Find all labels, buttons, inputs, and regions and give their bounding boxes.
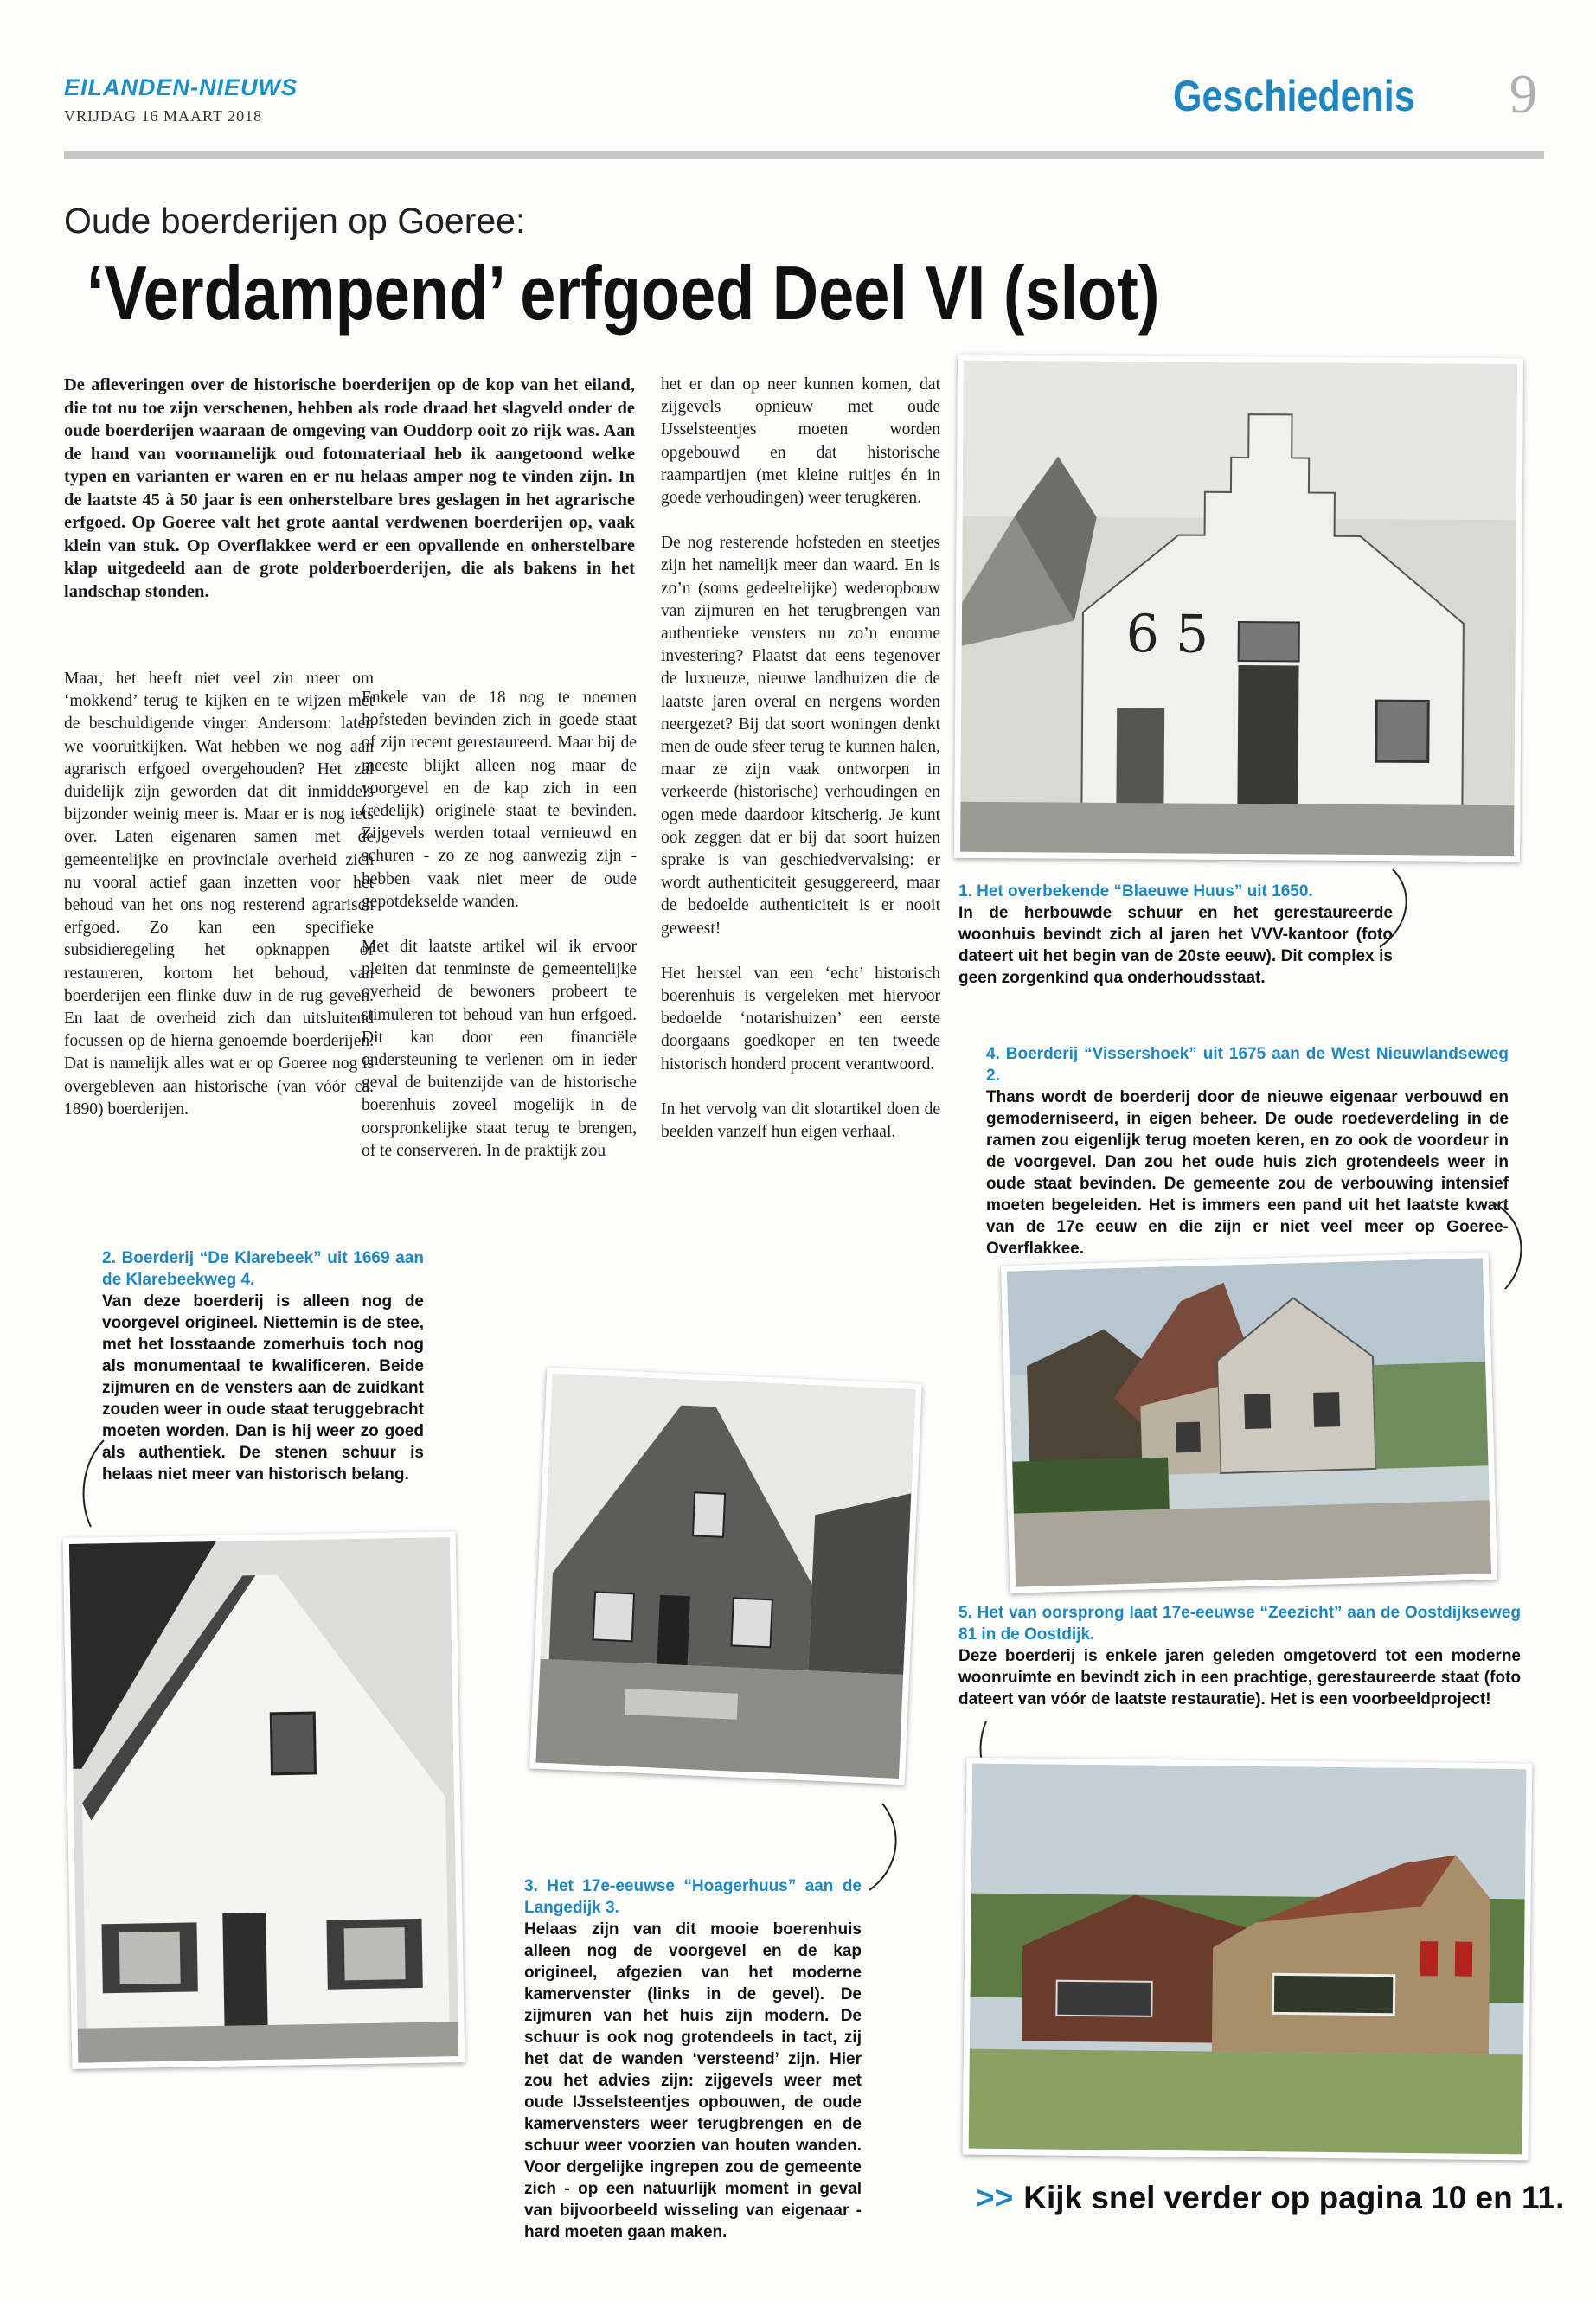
publication-logo: EILANDEN-NIEUWS: [64, 74, 298, 100]
photo-de-klarebeek-image: [69, 1537, 458, 2063]
article-column-1: [64, 668, 374, 1144]
photo-blaeuwe-huus: [954, 355, 1523, 862]
double-chevron-icon: >>: [976, 2180, 1014, 2215]
caption-pointer-curve: [865, 1799, 908, 1894]
photo-zeezicht: [963, 1758, 1533, 2161]
caption-2-title: 2. Boerderij “De Klarebeek” uit 1669 aan de Klarebeekweg 4.: [102, 1249, 424, 1289]
caption-5-title: 5. Het van oorsprong laat 17e-eeuwse “Zeezicht” aan de Oostdijkseweg 81 in de Oostdijk.: [958, 1604, 1521, 1644]
paragraph: het er dan op neer kunnen komen, dat zijgevels opnieuw met oude IJsselsteentjes moeten worden opgebouwd en dat historische raampartijen (met kleine ruitjes én in goede verhoudingen) weer terugkeren.: [661, 375, 940, 508]
paragraph: Maar, het heeft niet veel zin meer om ‘mokkend’ terug te kijken en te wijzen met de beschuldigende vinger. Andersom: laten we vooruitkijken. Wat hebben we nog aan agrarisch erfgoed overgehouden? Het zal duidelijk zijn geworden dat dit inmiddels bijzonder weinig meer is. Maar er is nog iets over. Laten eigenaren samen met de gemeentelijke en provinciale overheid zich nu vooral actief gaan inzetten voor het behoud van het ons nog resterend agrarisch erfgoed. Zo kan een specifieke subsidieregeling het opknappen of restaureren, kortom het behoud, van boerderijen een flinke duw in de rug geven. En laat de overheid zich dan uitsluitend focussen op de hierna genoemde boerderijen. Dat is namelijk alles wat er op Goeree nog is overgebleven aan historische (van vóór ca. 1890) boerderijen.: [64, 670, 374, 1118]
caption-4-title: 4. Boerderij “Vissershoek” uit 1675 aan de West Nieuwlandseweg 2.: [986, 1045, 1509, 1085]
gable-date-anchors: 6 5: [1125, 604, 1209, 665]
caption-4-text: Thans wordt de boerderij door de nieuwe eigenaar verbouwd en gemoderniseerd, in eigen beheer. De oude roedeverdeling in de ramen zou eigenlijk terug moeten keren, en zo ook de voordeur in de voorgevel. Dan zou het oude huis zich grotendeels weer in oude staat bevinden. De gemeente zou de verbouwing intensief moeten begeleiden. Het is immers een pand uit het laatste kwart van de 17e eeuw en die zijn er niet veel meer op Goeree-Overflakkee.: [986, 1088, 1509, 1258]
article-column-3: [661, 374, 940, 1166]
caption-3: [524, 1875, 862, 2243]
photo-hoagerhuus-image: [535, 1374, 915, 1779]
paragraph: De nog resterende hofsteden en steetjes zijn het namelijk meer dan waard. En is zo’n (soms gedeeltelijke) wederopbouw van zijmuren en het terugbrengen van authentieke vensters nu zo’n enorme investering? Plaatst dat eens tegenover de luxueuze, nieuwe landhuizen die de laatste jaren overal en nergens worden neergezet? Bij dat soort woningen denkt men de oude sfeer terug te kunnen halen, maar ze zijn vaak ontworpen in verkeerde (historische) verhoudingen en ogen mede daardoor kitscherig. Je kunt ook zeggen dat er bij dat soort huizen sprake is van geschiedvervalsing: er wordt authenticiteit gesuggereerd, maar de bedoelde authenticiteit is er nooit geweest!: [661, 534, 940, 938]
caption-pointer-curve: [78, 1436, 112, 1531]
paragraph: Met dit laatste artikel wil ik ervoor pleiten dat tenminste de gemeentelijke overheid de bewoners probeert te stimuleren tot behoud van hun erfgoed. Dit kan door een financiële ondersteuning te verlenen om in ieder geval de buitenzijde van de historische boerenhuis zoveel mogelijk in de oorspronkelijke staat terug te brengen, of te conserveren. In de praktijk zou: [362, 938, 637, 1160]
section-title: Geschiedenis: [1173, 72, 1415, 120]
article-headline: ‘Verdampend’ erfgoed Deel VI (slot): [87, 250, 1160, 336]
article-subheadline: Oude boerderijen op Goeree:: [64, 201, 526, 240]
paragraph: In het vervolg van dit slotartikel doen de beelden vanzelf hun eigen verhaal.: [661, 1099, 940, 1142]
photo-hoagerhuus: [529, 1368, 922, 1785]
caption-1-title: 1. Het overbekende “Blaeuwe Huus” uit 1650.: [958, 882, 1313, 901]
photo-vissershoek-image: [1007, 1258, 1491, 1586]
caption-3-text: Helaas zijn van dit mooie boerenhuis alleen nog de voorgevel en de kap origineel, afgezien van het moderne kamervenster (links in de gevel). De zijmuren van het huis zijn modern. De schuur is ook nog grotendeels in tact, zij het dat de wanden ‘versteend’ zijn. Hier zou het advies zijn: zijgevels weer met oude IJsselsteentjes opbouwen, de oude kamervensters weer terugbrengen en de schuur weer voorzien van houten wanden. Voor dergelijke ingrepen zou de gemeente zich - op een natuurlijk moment in geval van bijvoorbeeld wisseling van eigenaar - hard moeten gaan maken.: [524, 1920, 862, 2241]
caption-2-text: Van deze boerderij is alleen nog de voorgevel origineel. Niettemin is de stee, met het losstaande zomerhuis toch nog als monumentaal te kwalificeren. Beide zijmuren en de vensters aan de zuidkant zouden weer in oude staat teruggebracht moeten worden. Dan is hij weer zo goed als authentiek. De stenen schuur is helaas niet meer van historisch belang.: [102, 1292, 424, 1484]
issue-date: VRIJDAG 16 MAART 2018: [64, 107, 263, 125]
photo-vissershoek: [1001, 1252, 1497, 1593]
caption-5-text: Deze boerderij is enkele jaren geleden omgetoverd tot een moderne woonruimte en bevindt zich in een prachtige, gerestaureerde staat (foto dateert van vóór de laatste restauratie). Het is een voorbeeldproject!: [958, 1647, 1521, 1708]
caption-pointer-curve: [1488, 1198, 1531, 1293]
photo-de-klarebeek: [63, 1531, 465, 2069]
article-column-2: [362, 687, 637, 1185]
continue-reading-link[interactable]: [976, 2180, 1564, 2216]
photo-zeezicht-image: [969, 1764, 1527, 2155]
paragraph: Enkele van de 18 nog te noemen hofsteden bevinden zich in goede staat of zijn recent gerestaureerd. Maar bij de meeste blijkt alleen nog maar de voorgevel en de kap zich in een (redelijk) originele staat te bevinden. Zijgevels werden totaal vernieuwd en schuren - zo ze nog aanwezig zijn - hebben vaak niet meer de oude gepotdekselde wanden.: [362, 689, 637, 911]
continue-reading-text: Kijk snel verder op pagina 10 en 11.: [1023, 2180, 1565, 2215]
caption-1: [958, 881, 1393, 989]
header-divider: [64, 151, 1544, 159]
page-number: 9: [1509, 63, 1537, 125]
photo-blaeuwe-huus-image: [960, 361, 1517, 856]
caption-3-title: 3. Het 17e-eeuwse “Hoagerhuus” aan de Langedijk 3.: [524, 1877, 862, 1917]
caption-pointer-curve: [1375, 865, 1419, 952]
caption-4: [986, 1043, 1509, 1259]
caption-2: [102, 1247, 424, 1485]
paragraph: Het herstel van een ‘echt’ historisch boerenhuis is vergeleken met hiervoor bedoelde ‘notarishuizen’ een eerste doorgaans goedkoper en ten tweede historisch honderd procent verantwoord.: [661, 964, 940, 1074]
caption-1-text: In de herbouwde schuur en het gerestaureerde woonhuis bevindt zich al jaren het VVV-kantoor (foto dateert uit het begin van de 20ste eeuw). Dit complex is geen zorgenkind qua onderhoudsstaat.: [958, 904, 1393, 987]
caption-5: [958, 1602, 1521, 1710]
article-intro: De afleveringen over de historische boerderijen op de kop van het eiland, die tot nu toe zijn verschenen, hebben als rode draad het slagveld onder de oude boerderijen waaraan de omgeving van Ouddorp ooit zo rijk was. Aan de hand van voornamelijk oud fotomateriaal heb ik aangetoond welke typen en varianten er waren en er nu helaas amper nog te vinden zijn. In de laatste 45 à 50 jaar is een onherstelbare bres geslagen in het agrarische erfgoed. Op Goeree valt het grote aantal verdwenen boerderijen op, vaak klein van stuk. Op Overflakkee werd er een opvallende en onherstelbare klap uitgedeeld aan de grote polderboerderijen, die als bakens in het landschap stonden.: [64, 375, 635, 601]
